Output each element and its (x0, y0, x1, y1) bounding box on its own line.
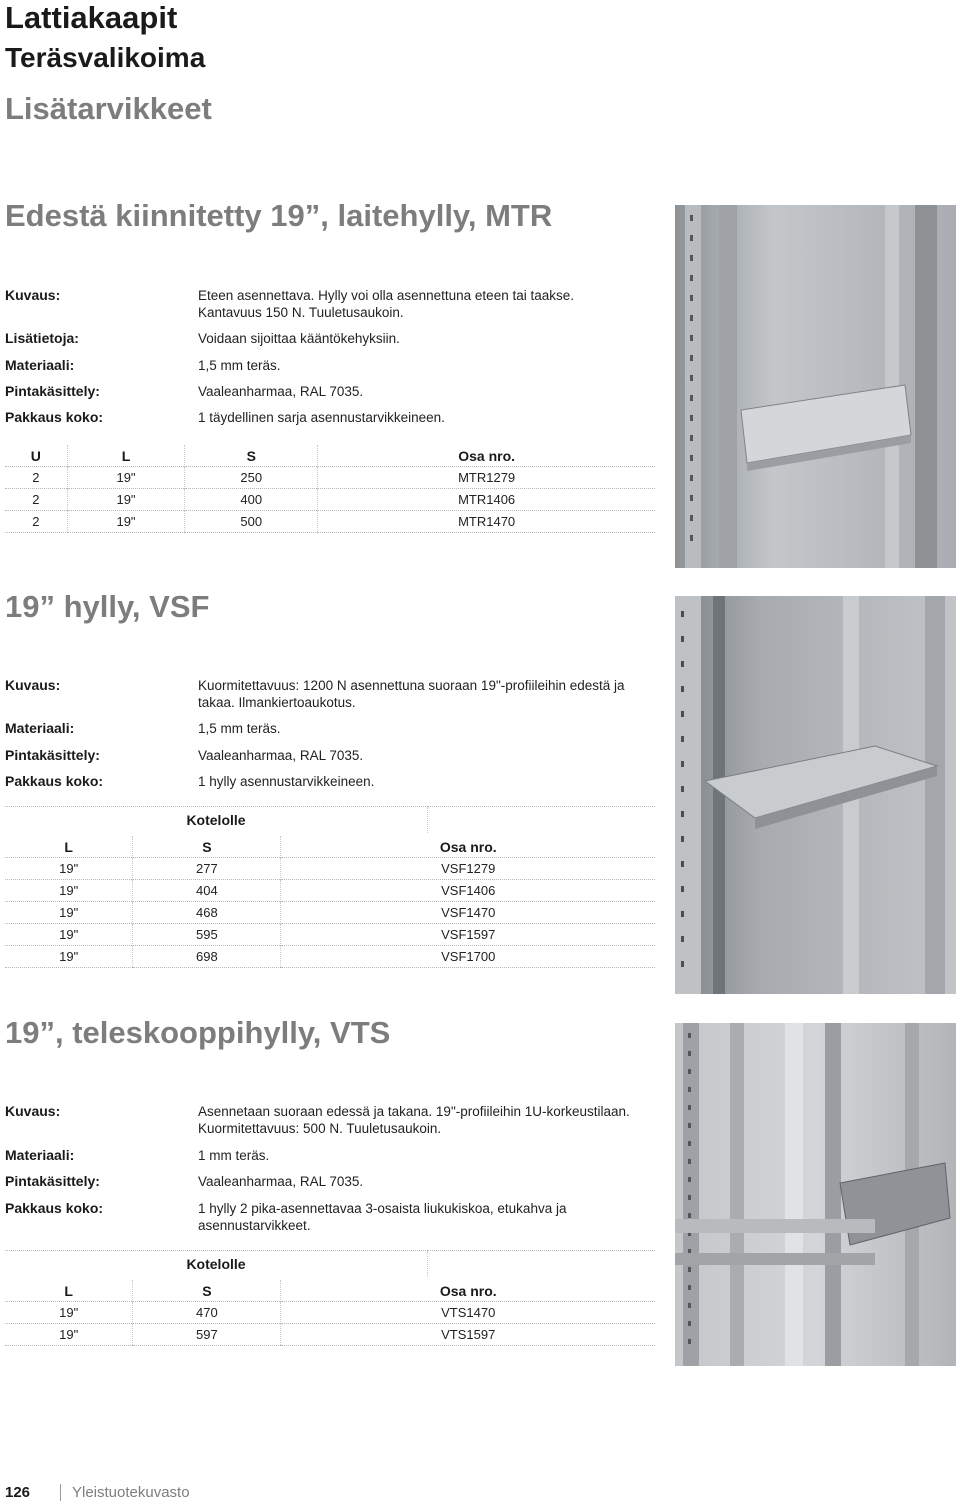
table-row (5, 511, 655, 533)
group-header-empty (428, 1251, 656, 1278)
spec-value: Vaaleanharmaa, RAL 7035. (198, 1174, 364, 1189)
table-cell: VSF1597 (281, 924, 655, 946)
page-number: 126 (5, 1484, 31, 1501)
footer-divider (60, 1484, 61, 1501)
spec-label: Pakkaus koko: (5, 1200, 104, 1216)
spec-value: 1,5 mm teräs. (198, 721, 281, 736)
group-header: Kotelolle (5, 807, 428, 834)
spec-label: Pintakäsittely: (5, 1173, 100, 1189)
category-heading: Lisätarvikkeet (5, 91, 212, 126)
table-cell: 2 (5, 489, 67, 511)
table-cell: 277 (133, 858, 281, 880)
table-cell: VSF1470 (281, 902, 655, 924)
spec-label: Materiaali: (5, 720, 75, 736)
column-header: L (67, 445, 185, 467)
product-table-vts (5, 1250, 655, 1277)
group-header-empty (428, 807, 656, 834)
table-cell: 19" (5, 880, 133, 902)
table-row (5, 946, 655, 968)
table-cell: 19" (5, 1324, 133, 1346)
spec-value: 1 mm teräs. (198, 1148, 270, 1163)
table-cell: 250 (185, 467, 318, 489)
table-cell: 19" (5, 924, 133, 946)
table-row (5, 1302, 655, 1324)
spec-value: Vaaleanharmaa, RAL 7035. (198, 748, 364, 763)
table-cell: 595 (133, 924, 281, 946)
spec-label: Kuvaus: (5, 1103, 61, 1119)
table-cell: 404 (133, 880, 281, 902)
table-cell: 2 (5, 467, 67, 489)
column-header: S (133, 1280, 281, 1302)
table-cell: 19" (67, 467, 185, 489)
group-header: Kotelolle (5, 1251, 428, 1278)
spec-value: Kuormitettavuus: 1200 N asennettuna suoraan 19"-profiileihin edestä ja takaa. Ilmankiertoaukotus. (198, 678, 625, 710)
column-header: U (30, 447, 41, 464)
table-header-row (5, 1280, 655, 1302)
section-title-vsf: 19” hylly, VSF (5, 589, 210, 624)
spec-value: 1,5 mm teräs. (198, 358, 281, 373)
spec-value: 1 täydellinen sarja asennustarvikkeineen. (198, 410, 445, 425)
spec-value: Eteen asennettava. Hylly voi olla asennettuna eteen tai taakse. Kantavuus 150 N. Tuuletusaukoin. (198, 288, 574, 320)
table-cell: MTR1406 (318, 489, 655, 511)
table-cell: VSF1406 (281, 880, 655, 902)
spec-label: Pintakäsittely: (5, 747, 100, 763)
page-title: Lattiakaapit (5, 0, 178, 35)
telescopic-shelf-photo (675, 1023, 956, 1366)
page-subtitle: Teräsvalikoima (5, 42, 206, 73)
product-table-vsf (5, 806, 655, 833)
product-table-mtr (5, 445, 655, 533)
table-cell: 597 (133, 1324, 281, 1346)
spec-value: Vaaleanharmaa, RAL 7035. (198, 384, 364, 399)
section-title-vts: 19”, teleskooppihylly, VTS (5, 1015, 391, 1050)
column-header: Osa nro. (318, 445, 655, 467)
table-cell: MTR1279 (318, 467, 655, 489)
spec-label: Pintakäsittely: (5, 383, 100, 399)
table-row (5, 467, 655, 489)
shelf-photo (675, 596, 956, 994)
spec-value: Asennetaan suoraan edessä ja takana. 19"-profiileihin 1U-korkeustilaan. Kuormitettavuus: 500 N. Tuuletusaukoin. (198, 1104, 630, 1136)
table-cell: VSF1279 (281, 858, 655, 880)
table-cell: 470 (133, 1302, 281, 1324)
column-header: L (64, 1282, 73, 1299)
table-cell: 19" (67, 489, 185, 511)
spec-label: Kuvaus: (5, 677, 61, 693)
spec-label: Pakkaus koko: (5, 409, 104, 425)
product-table-vsf-body (5, 836, 655, 968)
table-cell: 468 (133, 902, 281, 924)
column-header: S (133, 836, 281, 858)
table-row (5, 924, 655, 946)
column-header: S (185, 445, 318, 467)
column-header: L (64, 838, 73, 855)
catalog-name: Yleistuotekuvasto (72, 1484, 190, 1501)
spec-value: Voidaan sijoittaa kääntökehyksiin. (198, 331, 400, 346)
table-cell: 19" (5, 902, 133, 924)
spec-label: Pakkaus koko: (5, 773, 104, 789)
table-cell: VSF1700 (281, 946, 655, 968)
spec-label: Materiaali: (5, 357, 75, 373)
table-group-row (5, 1251, 655, 1278)
spec-label: Materiaali: (5, 1147, 75, 1163)
table-row (5, 489, 655, 511)
product-table-vts-body (5, 1280, 655, 1346)
column-header: Osa nro. (281, 836, 655, 858)
table-cell: VTS1470 (281, 1302, 655, 1324)
spec-value: 1 hylly asennustarvikkeineen. (198, 774, 375, 789)
table-cell: 400 (185, 489, 318, 511)
table-row (5, 858, 655, 880)
table-header-row (5, 836, 655, 858)
spec-value: 1 hylly 2 pika-asennettavaa 3-osaista liukukiskoa, etukahva ja asennustarvikkeet. (198, 1201, 567, 1233)
spec-label: Lisätietoja: (5, 330, 79, 346)
table-cell: 19" (5, 858, 133, 880)
table-cell: 19" (5, 946, 133, 968)
table-cell: 500 (185, 511, 318, 533)
table-cell: 698 (133, 946, 281, 968)
table-row (5, 1324, 655, 1346)
table-cell: VTS1597 (281, 1324, 655, 1346)
table-cell: 2 (5, 511, 67, 533)
table-cell: MTR1470 (318, 511, 655, 533)
column-header: Osa nro. (281, 1280, 655, 1302)
spec-label: Kuvaus: (5, 287, 61, 303)
shelf-photo (675, 205, 956, 568)
table-header-row (5, 445, 655, 467)
section-title-mtr: Edestä kiinnitetty 19”, laitehylly, MTR (5, 198, 553, 233)
table-row (5, 880, 655, 902)
table-row (5, 902, 655, 924)
table-cell: 19" (67, 511, 185, 533)
table-cell: 19" (5, 1302, 133, 1324)
table-group-row (5, 807, 655, 834)
